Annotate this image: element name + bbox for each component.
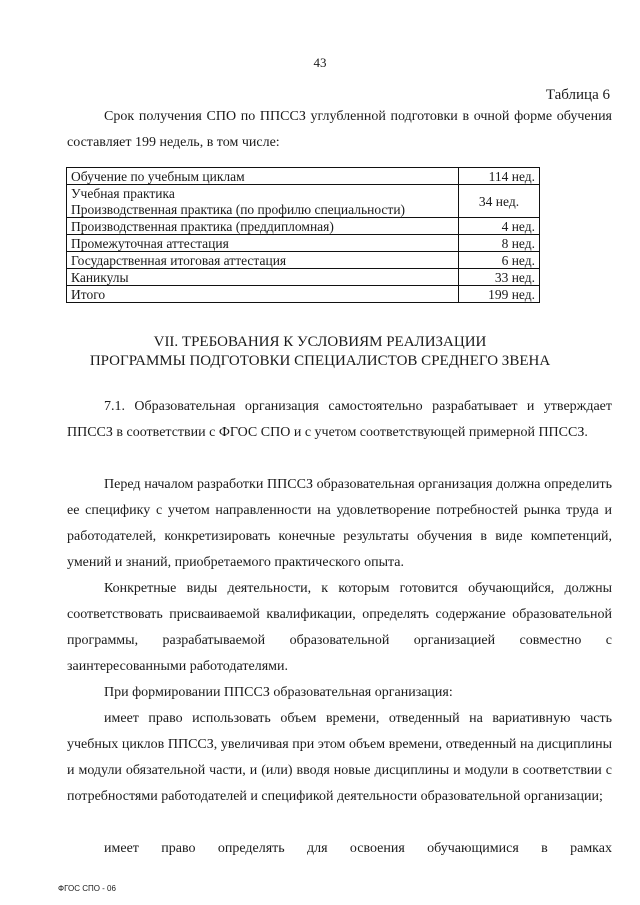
row-label: Учебная практика bbox=[67, 185, 459, 202]
section-heading bbox=[0, 333, 640, 371]
row-label: Каникулы bbox=[67, 269, 459, 286]
table-row bbox=[67, 235, 540, 252]
footer-code: ФГОС СПО - 06 bbox=[58, 884, 116, 893]
row-label: Итого bbox=[67, 286, 459, 303]
table-row bbox=[67, 286, 540, 303]
paragraph: имеет право определять для освоения обучающимися в рамках bbox=[104, 841, 612, 856]
table-caption: Таблица 6 bbox=[545, 87, 610, 103]
paragraph: При формировании ППССЗ образовательная организация: bbox=[104, 685, 453, 700]
row-label: Государственная итоговая аттестация bbox=[67, 252, 459, 269]
page-number: 43 bbox=[313, 55, 327, 70]
study-terms-table bbox=[66, 167, 540, 303]
section-heading-line: VII. ТРЕБОВАНИЯ К УСЛОВИЯМ РЕАЛИЗАЦИИ bbox=[153, 334, 487, 350]
row-value: 199 нед. bbox=[459, 286, 540, 303]
section-heading-line: ПРОГРАММЫ ПОДГОТОВКИ СПЕЦИАЛИСТОВ СРЕДНЕГО ЗВЕНА bbox=[89, 353, 551, 369]
table-row bbox=[67, 168, 540, 185]
row-value: 6 нед. bbox=[459, 252, 540, 269]
table-row bbox=[67, 269, 540, 286]
row-value: 4 нед. bbox=[459, 218, 540, 235]
intro-paragraph: Срок получения СПО по ППССЗ углубленной подготовки в очной форме обучения составляет 199 недель, в том числе: bbox=[67, 109, 612, 150]
row-value: 114 нед. bbox=[459, 168, 540, 185]
row-value: 33 нед. bbox=[459, 269, 540, 286]
row-label: Производственная практика (преддипломная) bbox=[67, 218, 459, 235]
row-value: 34 нед. bbox=[459, 185, 540, 218]
paragraph: Конкретные виды деятельности, к которым готовится обучающийся, должны соответствовать присваиваемой квалификации, определять содержание образовательной программы, разрабатываемой образовательной организацией совместно с заинтересованными работодателями. bbox=[67, 581, 612, 674]
row-value: 8 нед. bbox=[459, 235, 540, 252]
table-row bbox=[67, 252, 540, 269]
row-label: Промежуточная аттестация bbox=[67, 235, 459, 252]
table-row bbox=[67, 185, 540, 202]
paragraph: имеет право использовать объем времени, отведенный на вариативную часть учебных циклов ППССЗ, увеличивая при этом объем времени, отведенный на дисциплины и модули обязательной части, и (или) вводя новые дисциплины и модули в соответствии с потребностями работодателей и спецификой деятельности образовательной организации; bbox=[67, 711, 612, 804]
paragraph: 7.1. Образовательная организация самостоятельно разрабатывает и утверждает ППССЗ в соответствии с ФГОС СПО и с учетом соответствующей примерной ППССЗ. bbox=[67, 399, 612, 440]
row-label: Производственная практика (по профилю специальности) bbox=[67, 201, 459, 218]
row-label: Обучение по учебным циклам bbox=[67, 168, 459, 185]
table-row bbox=[67, 218, 540, 235]
paragraph: Перед началом разработки ППССЗ образовательная организация должна определить ее специфику с учетом направленности на удовлетворение потребностей рынка труда и работодателей, конкретизировать конечные результаты обучения в виде компетенций, умений и знаний, приобретаемого практического опыта. bbox=[67, 477, 612, 570]
